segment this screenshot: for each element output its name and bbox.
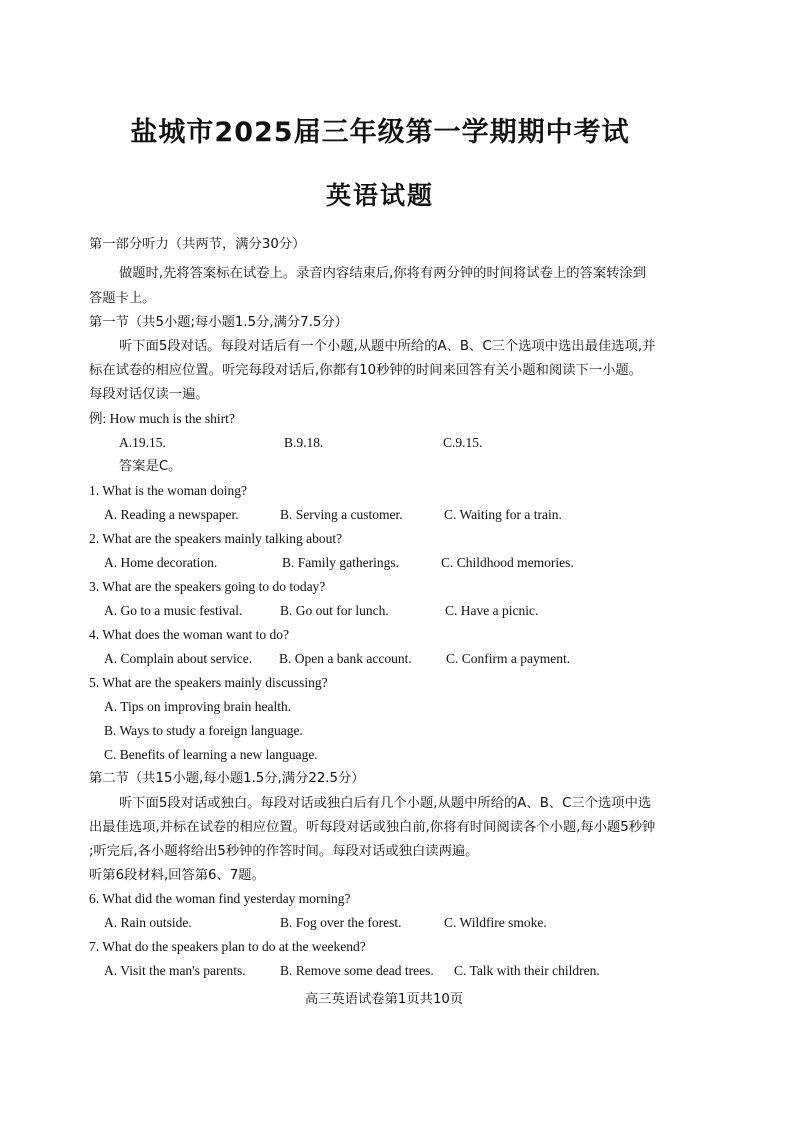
section1-instruction-line2: 标在试卷的相应位置。听完每段对话后,你都有10秒钟的时间来回答有关小题和阅读下一小题。	[89, 363, 643, 378]
question-7-option-c: C. Talk with their children.	[454, 963, 600, 978]
section2-instruction-line2: 出最佳选项,并标在试卷的相应位置。听每段对话或独白前,你将有时间阅读各个小题,每小题5秒钟	[89, 820, 656, 835]
section2-heading: 第二节（共15小题,每小题1.5分,满分22.5分）	[89, 771, 365, 786]
exam-title: 盐城市2025届三年级第一学期期中考试	[130, 117, 630, 148]
question-4-option-c: C. Confirm a payment.	[446, 651, 571, 666]
question-3-option-a: A. Go to a music festival.	[104, 603, 243, 618]
section1-heading: 第一节（共5小题;每小题1.5分,满分7.5分）	[89, 315, 348, 330]
question-4: 4. What does the woman want to do?	[89, 627, 289, 642]
question-2-option-c: C. Childhood memories.	[441, 555, 574, 570]
question-4-option-b: B. Open a bank account.	[279, 651, 412, 666]
question-5: 5. What are the speakers mainly discussing?	[89, 675, 328, 690]
question-7: 7. What do the speakers plan to do at the weekend?	[89, 939, 366, 954]
question-7-option-a: A. Visit the man's parents.	[104, 963, 246, 978]
section2-instruction-line3: ;听完后,各小题将给出5秒钟的作答时间。每段对话或独白读两遍。	[89, 844, 479, 859]
section2-instruction-line1: 听下面5段对话或独白。每段对话或独白后有几个小题,从题中所给的A、B、C三个选项中选	[119, 796, 652, 811]
example-option-a: A.19.15.	[119, 435, 166, 450]
section2-material-note: 听第6段材料,回答第6、7题。	[89, 868, 265, 883]
question-2-option-a: A. Home decoration.	[104, 555, 218, 570]
question-4-option-a: A. Complain about service.	[104, 651, 253, 666]
question-6-option-c: C. Wildfire smoke.	[444, 915, 547, 930]
exam-subtitle: 英语试题	[325, 181, 434, 210]
question-5-option-c: C. Benefits of learning a new language.	[104, 747, 318, 762]
section1-instruction-line1: 听下面5段对话。每段对话后有一个小题,从题中所给的A、B、C三个选项中选出最佳选项,并	[119, 339, 656, 354]
question-3: 3. What are the speakers going to do today?	[89, 579, 326, 594]
example-option-c: C.9.15.	[443, 435, 483, 450]
question-6: 6. What did the woman find yesterday morning?	[89, 891, 351, 906]
question-3-option-b: B. Go out for lunch.	[280, 603, 389, 618]
question-6-option-a: A. Rain outside.	[104, 915, 192, 930]
part1-heading: 第一部分听力（共两节，满分30分）	[89, 237, 306, 252]
question-1-option-c: C. Waiting for a train.	[444, 507, 562, 522]
question-5-option-b: B. Ways to study a foreign language.	[104, 723, 303, 738]
question-3-option-c: C. Have a picnic.	[445, 603, 539, 618]
part1-instruction-line1: 做题时,先将答案标在试卷上。录音内容结束后,你将有两分钟的时间将试卷上的答案转涂到	[119, 266, 647, 281]
example-answer: 答案是C。	[119, 459, 182, 474]
question-1: 1. What is the woman doing?	[89, 483, 247, 498]
example-question: 例: How much is the shirt?	[89, 411, 235, 426]
part1-instruction-line2: 答题卡上。	[89, 291, 156, 306]
question-2-option-b: B. Family gatherings.	[282, 555, 399, 570]
example-option-b: B.9.18.	[284, 435, 324, 450]
page-footer: 高三英语试卷第1页共10页	[304, 992, 464, 1007]
question-5-option-a: A. Tips on improving brain health.	[104, 699, 292, 714]
question-1-option-b: B. Serving a customer.	[280, 507, 403, 522]
question-1-option-a: A. Reading a newspaper.	[104, 507, 239, 522]
question-2: 2. What are the speakers mainly talking about?	[89, 531, 343, 546]
question-6-option-b: B. Fog over the forest.	[280, 915, 402, 930]
section1-instruction-line3: 每段对话仅读一遍。	[89, 387, 209, 402]
question-7-option-b: B. Remove some dead trees.	[280, 963, 434, 978]
